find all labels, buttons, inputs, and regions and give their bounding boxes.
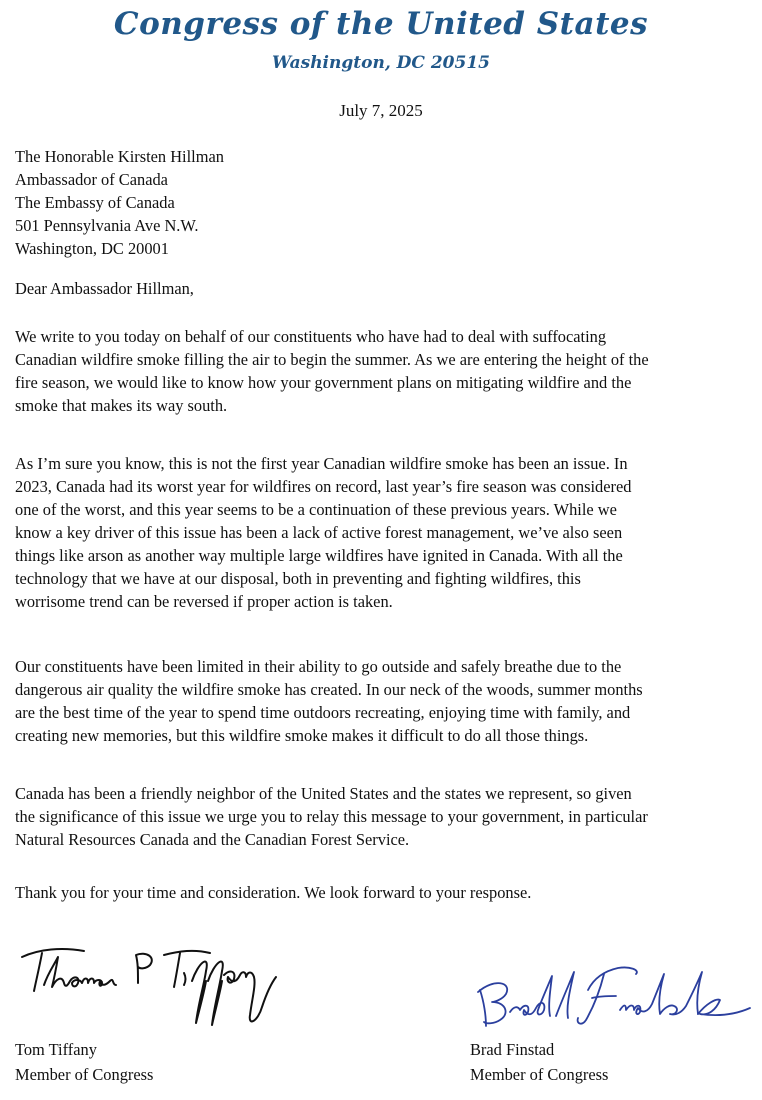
letterhead: [0, 4, 762, 74]
paragraph-line: 2023, Canada had its worst year for wildfires on record, last year’s fire season was considered: [15, 477, 632, 496]
recipient-line: Ambassador of Canada: [15, 170, 168, 189]
paragraph-line: smoke that makes its way south.: [15, 396, 228, 415]
signatory-name-left: Tom Tiffany: [15, 1040, 97, 1059]
signatory-title-right: Member of Congress: [470, 1065, 609, 1084]
signatory-name-right: Brad Finstad: [470, 1040, 555, 1059]
paragraph-line: creating new memories, but this wildfire smoke makes it difficult to do all those things.: [15, 726, 589, 745]
paragraph-line: are the best time of the year to spend time outdoors recreating, enjoying time with family, and: [15, 703, 631, 722]
letterhead-title: Congress of the United States: [113, 6, 649, 42]
letter-date: July 7, 2025: [339, 101, 423, 120]
paragraph-line: As I’m sure you know, this is not the first year Canadian wildfire smoke has been an issue. In: [15, 454, 628, 473]
recipient-line: 501 Pennsylvania Ave N.W.: [15, 216, 199, 235]
body-paragraph-1: [15, 325, 755, 417]
paragraph-line: things like arson as another way multiple large wildfires have ignited in Canada. With all the: [15, 546, 623, 565]
signature-scribble-icon: [14, 935, 304, 1035]
paragraph-line: the significance of this issue we urge you to relay this message to your government, in particular: [15, 807, 648, 826]
paragraph-line: dangerous air quality the wildfire smoke has created. In our neck of the woods, summer months: [15, 680, 643, 699]
paragraph-line: Canadian wildfire smoke filling the air to begin the summer. As we are entering the height of the: [15, 350, 649, 369]
paragraph-line: fire season, we would like to know how your government plans on mitigating wildfire and the: [15, 373, 632, 392]
salutation: Dear Ambassador Hillman,: [15, 279, 194, 298]
signature-brad-finstad: [470, 960, 755, 1040]
paragraph-line: know a key driver of this issue has been a lack of active forest management, we’ve also seen: [15, 523, 623, 542]
recipient-address: [15, 145, 755, 260]
paragraph-line: one of the worst, and this year seems to be a continuation of these previous years. While we: [15, 500, 617, 519]
body-paragraph-5: [15, 881, 755, 904]
recipient-line: The Honorable Kirsten Hillman: [15, 147, 224, 166]
paragraph-line: worrisome trend can be reversed if proper action is taken.: [15, 592, 393, 611]
signature-scribble-icon: [470, 960, 755, 1040]
paragraph-line: Our constituents have been limited in their ability to go outside and safely breathe due to the: [15, 657, 622, 676]
letterhead-subtitle: Washington, DC 20515: [272, 53, 490, 73]
signatory-title-left: Member of Congress: [15, 1065, 154, 1084]
body-paragraph-4: [15, 782, 755, 851]
paragraph-line: We write to you today on behalf of our constituents who have had to deal with suffocating: [15, 327, 607, 346]
paragraph-line: Canada has been a friendly neighbor of the United States and the states we represent, so given: [15, 784, 632, 803]
recipient-line: The Embassy of Canada: [15, 193, 175, 212]
paragraph-line: Natural Resources Canada and the Canadian Forest Service.: [15, 830, 410, 849]
recipient-line: Washington, DC 20001: [15, 239, 169, 258]
body-paragraph-3: [15, 655, 755, 747]
paragraph-line: technology that we have at our disposal, both in preventing and fighting wildfires, this: [15, 569, 581, 588]
signature-tom-tiffany: [14, 935, 304, 1035]
body-paragraph-2: [15, 452, 755, 613]
paragraph-line: Thank you for your time and consideration. We look forward to your response.: [15, 883, 532, 902]
